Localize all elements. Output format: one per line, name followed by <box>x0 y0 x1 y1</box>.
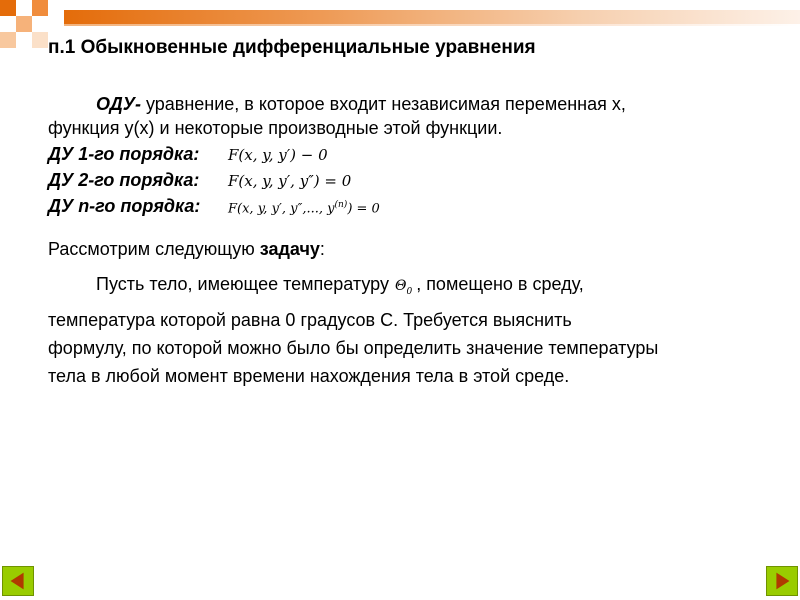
slide-title: п.1 Обыкновенные дифференциальные уравнения <box>48 37 536 58</box>
deco-square <box>32 32 48 48</box>
definition-line-2: функция y(x) и некоторые производные этой функции. <box>48 118 503 138</box>
order-row-n <box>48 196 568 222</box>
problem-line-2: температура которой равна 0 градусов С. Требуется выяснить <box>48 309 572 330</box>
order-row-1 <box>48 144 568 170</box>
arrow-right-icon <box>767 567 797 595</box>
deco-square <box>48 0 64 16</box>
definition-term: ОДУ- <box>96 94 141 114</box>
header-gradient-bar <box>64 10 800 24</box>
definition-line-1 <box>48 92 748 116</box>
problem-line-1-start: Пусть тело, имеющее температуру <box>96 274 389 294</box>
theta-subscript: 0 <box>406 286 413 297</box>
theta-symbol: Θ <box>394 278 407 294</box>
consider-text: Рассмотрим следующую <box>48 239 260 259</box>
deco-square <box>32 16 48 32</box>
deco-square <box>0 16 16 32</box>
next-slide-button[interactable] <box>766 566 798 596</box>
formula-first-order: F(x, y, y′) − 0 <box>228 146 328 164</box>
formula-nth-end: ) = 0 <box>347 201 380 217</box>
deco-square <box>0 32 16 48</box>
order-row-2 <box>48 170 568 196</box>
definition-text-1: уравнение, в которое входит независимая переменная x, <box>140 94 626 114</box>
deco-square <box>16 16 32 32</box>
consider-line <box>48 239 325 260</box>
problem-line-1 <box>48 270 768 306</box>
definition-paragraph <box>48 92 748 140</box>
deco-square <box>32 0 48 16</box>
deco-square <box>0 0 16 16</box>
order-label-n: ДУ n-го порядка: <box>48 196 201 216</box>
formula-nth-sup: (n) <box>334 200 348 210</box>
formula-nth-order <box>228 200 380 216</box>
arrow-left-icon <box>3 567 33 595</box>
order-label-1: ДУ 1-го порядка: <box>48 144 200 164</box>
order-label-2: ДУ 2-го порядка: <box>48 170 200 190</box>
problem-line-1-end: , помещено в среду, <box>416 274 584 294</box>
previous-slide-button[interactable] <box>2 566 34 596</box>
formula-second-order: F(x, y, y′, y″) = 0 <box>228 172 352 190</box>
theta-zero-symbol <box>395 272 412 306</box>
problem-paragraph <box>48 270 768 390</box>
deco-square <box>16 0 32 16</box>
problem-line-3: формулу, по которой можно было бы определить значение температуры <box>48 337 659 358</box>
formula-nth-main: F(x, y, y′, y″,..., y <box>228 201 335 217</box>
consider-bold-word: задачу <box>259 239 320 259</box>
problem-line-4: тела в любой момент времени нахождения тела в этой среде. <box>48 365 570 386</box>
header-gradient-line <box>64 24 800 26</box>
consider-colon: : <box>319 239 325 259</box>
